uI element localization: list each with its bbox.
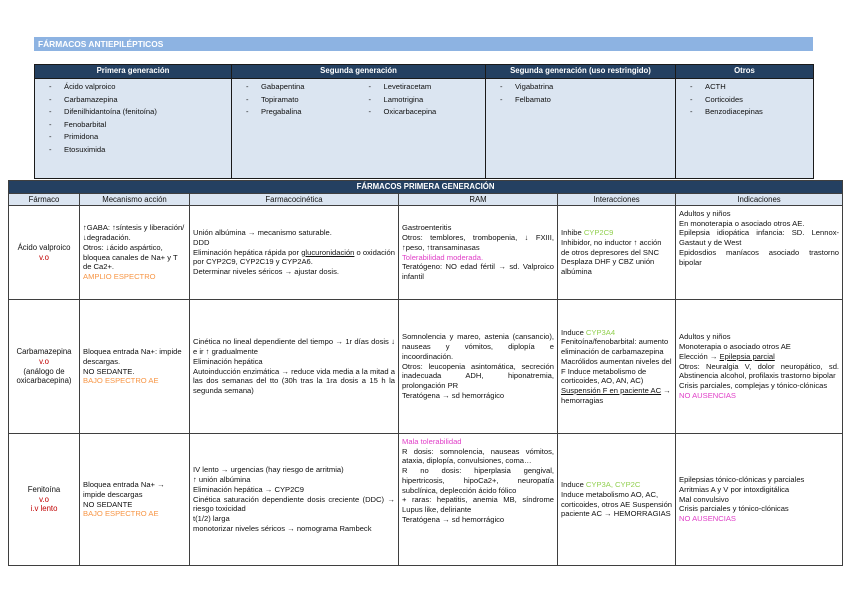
interactions-text: Induce metabolismo AO, AC, corticoides, otros AE Suspensión paciente AC → HEMORRAGIAS xyxy=(561,489,673,519)
ram-text: Teratógena → sd hemorrágico xyxy=(402,390,505,400)
list-item: - Felbamato xyxy=(490,95,671,108)
indications-text: En monoterapia o asociado otros AE. xyxy=(679,218,805,228)
column-header: Mecanismo acción xyxy=(80,194,190,206)
pk-text: Unión albúmina → mecanismo saturable. xyxy=(193,228,332,238)
drug-cell xyxy=(9,300,80,434)
spectrum-note: AMPLIO ESPECTRO xyxy=(83,271,156,281)
second-generation-cell xyxy=(232,79,486,179)
indications-warning: NO AUSENCIAS xyxy=(679,390,736,400)
list-item: - Lamotrigina xyxy=(359,95,482,108)
indications-text: Crisis parciales, complejas y tónico-clónicas xyxy=(679,381,828,391)
indications-warning: NO AUSENCIAS xyxy=(679,514,736,524)
ram-text: + raras: hepatitis, anemia MB, síndrome Lupus like, deliriante xyxy=(402,495,554,515)
ram-text: R dosis: somnolencia, nauseas vómitos, ataxia, diplopía, convulsiones, coma… xyxy=(402,446,554,466)
interactions-prefix: Inhibe xyxy=(561,228,584,238)
column-header: Farmacocinética xyxy=(190,194,399,206)
pharmacokinetics-cell xyxy=(190,434,399,566)
adverse-reactions-cell xyxy=(399,206,558,300)
enzyme-label: CYP2C9 xyxy=(583,228,614,238)
indications-text: Adultos y niños xyxy=(679,332,731,342)
interactions-text: Inhibidor, no inductor ↑ acción de otros depresores del SNC Desplaza DHF y CBZ unión albúmina xyxy=(561,237,662,277)
list-item: - Carbamazepina xyxy=(39,95,227,108)
pk-text: Cinética saturación dependiente dosis creciente (DDC) → riesgo toxicidad xyxy=(193,494,395,514)
table-row xyxy=(9,434,843,566)
list-item: - ACTH xyxy=(680,82,809,95)
interactions-cell xyxy=(558,434,676,566)
pk-text: IV lento → urgencias (hay riesgo de arritmia) xyxy=(193,465,344,475)
tolerability-note: Mala tolerabilidad xyxy=(402,437,462,446)
adverse-reactions-cell xyxy=(399,434,558,566)
ram-text: Otros: leucopenia asintomática, secreción inadecuada ADH, hiponatremia, prolongación PR xyxy=(402,361,554,391)
drug-name: Carbamazepina xyxy=(16,346,72,356)
list-item: - Benzodiacepinas xyxy=(680,107,809,120)
list-item: - Topiramato xyxy=(236,95,359,108)
list-item: - Oxicarbacepina xyxy=(359,107,482,120)
interactions-text: Fenitoína/fenobarbital: aumento eliminación de carbamazepina Macrólidos aumentan niveles del F Induce metabolismo de corticoides, AO, AN, AC) xyxy=(561,337,672,386)
indications-text: Adultos y niños xyxy=(679,209,731,218)
pk-text: Eliminación hepática → CYP2C9 xyxy=(193,484,305,494)
drug-note: (análogo de oxicarbacepina) xyxy=(16,366,72,386)
mechanism-text: Otros: ↓ácido aspártico, bloquea canales de Na+ y T de Ca2+. xyxy=(83,242,178,272)
indications-text: Epilepsias tónico-clónicas y parciales xyxy=(679,475,805,485)
pk-text xyxy=(193,248,395,267)
pk-text: Cinética no lineal dependiente del tiempo → 1r días dosis ↓ e ir ↑ gradualmente xyxy=(193,337,395,357)
indications-text: Arritmias A y V por intoxdigitálica xyxy=(679,484,790,494)
pk-text-underlined: glucuronidación xyxy=(301,247,355,257)
header-second-generation: Segunda generación xyxy=(232,65,486,79)
list-item: - Fenobarbital xyxy=(39,120,227,133)
pk-text: ↑ unión albúmina xyxy=(193,475,251,485)
ram-text: Teratógeno: NO edad fértil → sd. Valproico infantil xyxy=(402,262,554,281)
indications-text: Epidosdios maníacos asociado trastorno bipolar xyxy=(679,247,840,267)
drug-route: v.o xyxy=(39,494,49,504)
mechanism-text: Bloquea entrada Na+: impide descargas. xyxy=(83,347,182,366)
pk-text: DDD xyxy=(193,237,210,247)
header-first-generation: Primera generación xyxy=(35,65,232,79)
table-row xyxy=(9,300,843,434)
list-item: - Corticoides xyxy=(680,95,809,108)
drug-name: Ácido valproico xyxy=(17,242,71,252)
header-others: Otros xyxy=(676,65,814,79)
ram-text: Otros: temblores, trombopenia, ↓ FXIII, ↑peso, ↑transaminasas xyxy=(402,233,554,252)
mechanism-cell xyxy=(80,206,190,300)
indications-prefix: Elección → xyxy=(679,351,720,361)
list-item: - Primidona xyxy=(39,132,227,145)
ram-text: R no dosis: hiperplasia gengival, hipertricosis, hipoCa2+, neuropatía subclínica, deplección ácido fólico xyxy=(402,466,554,495)
list-item: - Gabapentina xyxy=(236,82,359,95)
interactions-underlined: Suspensión F en paciente AC xyxy=(561,385,662,395)
drug-cell xyxy=(9,206,80,300)
indications-cell xyxy=(676,300,843,434)
column-header: Fármaco xyxy=(9,194,80,206)
pk-text: monotorizar niveles séricos → nomograma Rambeck xyxy=(193,523,372,533)
pk-text: Determinar niveles séricos → ajustar dosis. xyxy=(193,267,340,277)
pharmacokinetics-cell xyxy=(190,300,399,434)
pk-text: Autoinducción enzimática → reduce vida media a la mitad a las dos semanas del tto (30h tras la 1ra dosis a 15 h la segunda semana) xyxy=(193,366,395,395)
spectrum-note: BAJO ESPECTRO AE xyxy=(83,376,159,386)
pk-text-part: o oxidación por CYP2C9, CYP2C19 y CYP2A6. xyxy=(193,247,395,267)
list-item: - Ácido valproico xyxy=(39,82,227,95)
interactions-text xyxy=(561,386,672,405)
ram-text: Teratógena → sd hemorrágico xyxy=(402,514,505,524)
interactions-prefix: Induce xyxy=(561,327,586,337)
pk-text: t(1/2) larga xyxy=(193,514,230,524)
interactions-prefix: Induce xyxy=(561,480,586,490)
drug-route: v.o xyxy=(39,356,49,366)
enzyme-label: CYP3A, CYP2C xyxy=(585,480,641,490)
table-row xyxy=(9,206,843,300)
pk-text: Eliminación hepática xyxy=(193,356,263,366)
indications-text xyxy=(679,352,839,362)
ram-text: Somnolencia y mareo, astenia (cansancio), nauseas y vómitos, diplopía e incoordinación. xyxy=(402,332,554,361)
mechanism-text: Bloquea entrada Na+ → impide descargas xyxy=(83,480,165,499)
indications-underlined: Epilepsia parcial xyxy=(719,351,775,361)
indications-cell xyxy=(676,434,843,566)
interactions-text xyxy=(561,228,672,238)
column-header: Interacciones xyxy=(558,194,676,206)
interactions-text xyxy=(561,328,672,338)
detail-banner: FÁRMACOS PRIMERA GENERACIÓN xyxy=(9,181,843,194)
overview-table xyxy=(34,64,814,179)
restricted-cell xyxy=(486,79,676,179)
column-header: Indicaciones xyxy=(676,194,843,206)
mechanism-text: NO SEDANTE. xyxy=(83,366,135,376)
mechanism-cell xyxy=(80,300,190,434)
interactions-cell xyxy=(558,206,676,300)
column-header: RAM xyxy=(399,194,558,206)
indications-text: Crisis parciales y tónico-clónicas xyxy=(679,504,789,514)
first-generation-detail-table xyxy=(8,180,843,566)
document-title: FÁRMACOS ANTIEPILÉPTICOS xyxy=(34,37,813,51)
list-item: - Etosuximida xyxy=(39,145,227,158)
others-cell xyxy=(676,79,814,179)
first-generation-cell xyxy=(35,79,232,179)
indications-text: Mal convulsivo xyxy=(679,494,729,504)
enzyme-label: CYP3A4 xyxy=(585,327,616,337)
mechanism-text: ↑GABA: ↑síntesis y liberación/↓degradación. xyxy=(83,223,185,243)
list-item: - Vigabatrina xyxy=(490,82,671,95)
indications-text: Monoterapia o asociado otros AE xyxy=(679,342,791,352)
list-item: - Difenilhidantoína (fenitoína) xyxy=(39,107,227,120)
drug-name: Fenitoína xyxy=(27,484,61,494)
list-item: - Pregabalina xyxy=(236,107,359,120)
drug-cell xyxy=(9,434,80,566)
mechanism-text: NO SEDANTE xyxy=(83,499,133,509)
interactions-text xyxy=(561,480,672,490)
header-second-generation-restricted: Segunda generación (uso restringido) xyxy=(486,65,676,79)
drug-route: v.o xyxy=(39,252,49,262)
mechanism-cell xyxy=(80,434,190,566)
pk-text-part: Eliminación hepática rápida por xyxy=(193,247,302,257)
tolerability-note: Tolerabilidad moderada. xyxy=(402,252,484,262)
pharmacokinetics-cell xyxy=(190,206,399,300)
list-item: - Levetiracetam xyxy=(359,82,482,95)
interactions-cell xyxy=(558,300,676,434)
drug-route-secondary: i.v lento xyxy=(30,504,58,514)
indications-text: Otros: Neuralgia V, dolor neuropático, sd. Abstinencia alcohol, profilaxis trastorno bipolar xyxy=(679,361,840,381)
ram-text: Gastroenteritis xyxy=(402,223,452,233)
indications-text: Epilepsia idiopática infancia: SD. Lennox-Gastaut y de West xyxy=(679,228,840,248)
interactions-suffix: → hemorragias xyxy=(561,385,671,405)
adverse-reactions-cell xyxy=(399,300,558,434)
indications-cell xyxy=(676,206,843,300)
spectrum-note: BAJO ESPECTRO AE xyxy=(83,509,159,519)
